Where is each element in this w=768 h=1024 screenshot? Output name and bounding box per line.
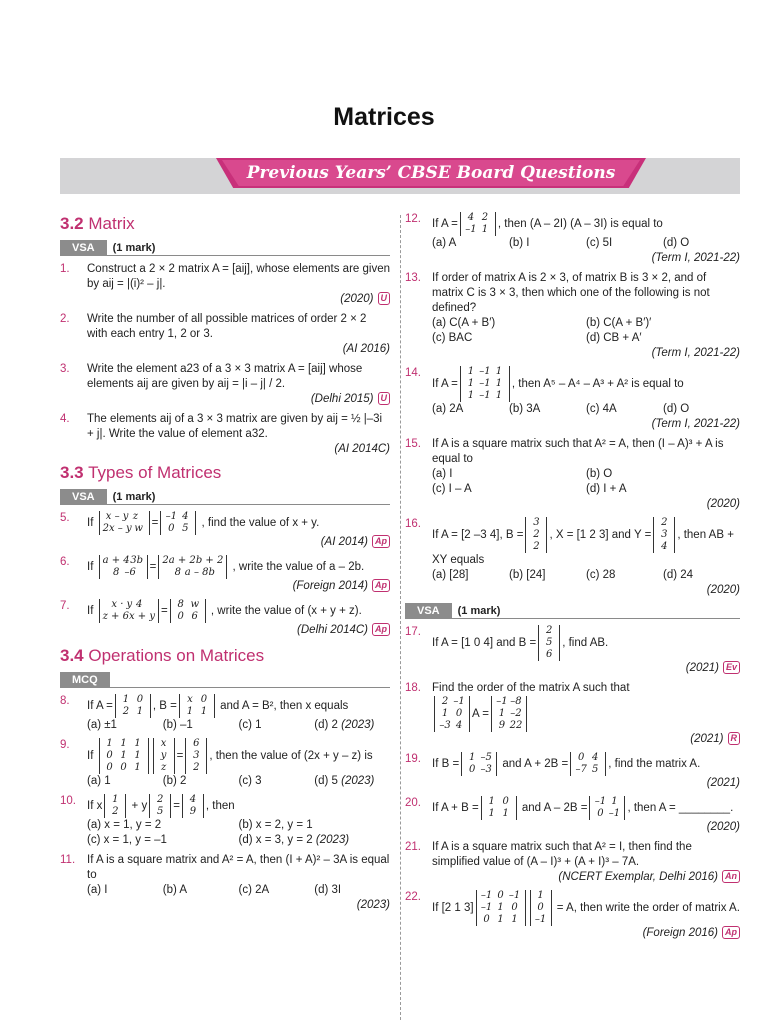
- badge-icon: R: [728, 732, 741, 745]
- matrix: 4 2 –1 1: [460, 212, 496, 236]
- question-16: 16. If A = [2 –3 4], B = 3 2 2 , X = [1 2 3] and Y = 2 3 4 , then AB + XY equals (a) [28] (b) [24] (c) 28 (d) 24 (2020): [405, 517, 740, 596]
- matrix: 1 0 –1: [530, 890, 552, 926]
- matrix: 2a + 2b + 2 8 a – 8b: [158, 555, 227, 579]
- options: (a) 1 (b) 2 (c) 3 (d) 5 (2023): [87, 775, 375, 787]
- matrix: a + 43b 8 –6: [99, 555, 148, 579]
- question-2: 2. Write the number of all possible matrices of order 2 × 2 with each entry 1, 2 or 3. (AI 2016): [60, 313, 390, 355]
- question-18: 18. Find the order of the matrix A such that 2 –1 1 0 –3 4 A = –1 –8 1 –2 9 22 (2021) R: [405, 681, 740, 747]
- matrix: x · y 4 z + 6x + y: [99, 599, 159, 623]
- options: (a) ±1 (b) –1 (c) 1 (d) 2 (2023): [87, 719, 375, 731]
- options: (a) x = 1, y = 2 (b) x = 2, y = 1 (c) x = 1, y = –1 (d) x = 3, y = 2 (2023): [87, 819, 350, 846]
- badge-icon: An: [722, 870, 740, 883]
- matrix: 1 –5 0 –3: [461, 752, 497, 776]
- badge-icon: Ap: [372, 579, 390, 592]
- matrix: 1 0 1 1: [481, 796, 517, 820]
- options: (a) 2A (b) 3A (c) 4A (d) O: [432, 403, 690, 415]
- section-heading-3-4: 3.4 Operations on Matrices: [60, 646, 265, 665]
- matrix: 1 1 1 0 1 1 0 0 1: [99, 738, 149, 774]
- matrix: x y z: [153, 738, 175, 774]
- question-5: 5. If x – y z 2x – y w = –1 4 0 5 , find the value of x + y. (AI 2014) Ap: [60, 511, 390, 550]
- question-20: 20. If A + B = 1 0 1 1 and A – 2B = –1 1 0 –1 , then A = ________. (2020): [405, 796, 740, 833]
- section-heading-3-2: 3.2 Matrix: [60, 214, 135, 233]
- options: (a) I (b) A (c) 2A (d) 3I: [87, 884, 342, 896]
- question-17: 17. If A = [1 0 4] and B = 2 5 6 , find AB. (2021) Ev: [405, 625, 740, 676]
- matrix: 2 5 6: [538, 625, 560, 661]
- question-type-row: VSA (1 mark): [405, 603, 740, 619]
- question-4: 4. The elements aij of a 3 × 3 matrix are given by aij = ½ |–3i + j|. Write the value of element a32. (AI 2014C): [60, 413, 390, 455]
- question-8: 8. If A = 1 0 2 1 , B = x 0 1 1 and A = B², then x equals (a) ±1 (b) –1 (c) 1 (d) 2 (2023): [60, 694, 390, 733]
- matrix: x 0 1 1: [179, 694, 215, 718]
- options: (a) [28] (b) [24] (c) 28 (d) 24: [432, 569, 694, 581]
- question-type-row: VSA (1 mark): [60, 240, 390, 256]
- matrix: 0 4 –7 5: [570, 752, 606, 776]
- matrix: 2 –1 1 0 –3 4: [434, 696, 470, 732]
- matrix: 2 5: [149, 794, 171, 818]
- matrix: 8 w 0 6: [170, 599, 206, 623]
- badge-icon: Ap: [722, 926, 740, 939]
- question-3: 3. Write the element a23 of a 3 × 3 matrix A = [aij] whose elements aij are given by aij = |i – j| / 2. (Delhi 2015) U: [60, 362, 390, 407]
- matrix: 1 –1 1 1 –1 1 1 –1 1: [460, 366, 510, 402]
- matrix: 3 2 2: [525, 517, 547, 553]
- matrix: –1 1 0 –1: [589, 796, 625, 820]
- question-9: 9. If 1 1 1 0 1 1 0 0 1 x y z = 6 3 2 , then the value of (2x + y – z) is (a) 1 (b) 2 (c) 3 (d) 5 (2023): [60, 738, 390, 789]
- question-12: 12. If A = 4 2 –1 1 , then (A – 2I) (A – 3I) is equal to (a) A (b) I (c) 5I (d) O (Term I, 2021-22): [405, 212, 740, 264]
- section-heading-3-3: 3.3 Types of Matrices: [60, 463, 222, 482]
- matrix: 1 0 2 1: [115, 694, 151, 718]
- question-7: 7. If x · y 4 z + 6x + y = 8 w 0 6 , write the value of (x + y + z). (Delhi 2014C) Ap: [60, 599, 390, 638]
- question-1: 1. Construct a 2 × 2 matrix A = [aij], whose elements are given by aij = |(i)² – j|. (2020) U: [60, 263, 390, 305]
- matrix: –1 4 0 5: [160, 511, 196, 535]
- matrix: 4 9: [182, 794, 204, 818]
- section-banner: [60, 158, 740, 194]
- matrix: –1 0 –1 –1 1 0 0 1 1: [476, 890, 526, 926]
- question-type-row: VSA (1 mark): [60, 489, 390, 505]
- question-22: 22. If [2 1 3] –1 0 –1 –1 1 0 0 1 1 1 0 –1 = A, then write the order of matrix A. (Foreign 2016) Ap: [405, 890, 740, 939]
- matrix: x – y z 2x – y w: [99, 511, 150, 535]
- matrix: 1 2: [104, 794, 126, 818]
- question-10: 10. If x 1 2 + y 2 5 = 4 9 , then (a) x = 1, y = 2 (b) x = 2, y = 1 (c) x = 1, y = –1 (d) x = 3, y = 2 (2023): [60, 794, 390, 848]
- question-6: 6. If a + 43b 8 –6 = 2a + 2b + 2 8 a – 8b , write the value of a – 2b. (Foreign 2014) Ap: [60, 555, 390, 594]
- question-14: 14. If A = 1 –1 1 1 –1 1 1 –1 1 , then A⁵ – A⁴ – A³ + A² is equal to (a) 2A (b) 3A (c) 4A (d) O (Term I, 2021-22): [405, 366, 740, 430]
- options: (a) A (b) I (c) 5I (d) O: [432, 237, 690, 249]
- badge-icon: Ap: [372, 535, 390, 548]
- question-13: 13. If order of matrix A is 2 × 3, of matrix B is 3 × 2, and of matrix C is 3 × 3, then which one of the following is not defined? (a) C(A + B′) (b) C(A + B′)′ (c) BAC (d) CB + A′ (Term I, 2021-22): [405, 272, 740, 359]
- question-15: 15. If A is a square matrix such that A² = A, then (I – A)³ + A is equal to (a) I (b) O (c) I – A (d) I + A (2020): [405, 438, 740, 510]
- page-title: Matrices: [333, 103, 435, 131]
- options: (a) C(A + B′) (b) C(A + B′)′ (c) BAC (d) CB + A′: [432, 317, 652, 344]
- badge-icon: Ap: [372, 623, 390, 636]
- matrix: –1 –8 1 –2 9 22: [491, 696, 527, 732]
- options: (a) I (b) O (c) I – A (d) I + A: [432, 468, 627, 495]
- question-19: 19. If B = 1 –5 0 –3 and A + 2B = 0 4 –7 5 , find the matrix A. (2021): [405, 752, 740, 789]
- left-column: [60, 212, 390, 918]
- question-11: 11. If A is a square matrix and A² = A, then (I + A)² – 3A is equal to (a) I (b) A (c) 2A (d) 3I (2023): [60, 854, 390, 911]
- column-divider: [400, 215, 401, 1020]
- badge-icon: Ev: [723, 661, 740, 674]
- question-21: 21. If A is a square matrix such that A² = I, then find the simplified value of (A – I)³ + (A + I)³ – 7A. (NCERT Exemplar, Delhi 2016) An: [405, 840, 740, 885]
- question-type-row: MCQ: [60, 672, 390, 688]
- badge-icon: U: [378, 292, 391, 305]
- right-column: [405, 212, 740, 946]
- banner-text: Previous Years’ CBSE Board Questions: [246, 163, 616, 183]
- matrix: 2 3 4: [653, 517, 675, 553]
- matrix: 6 3 2: [185, 738, 207, 774]
- badge-icon: U: [378, 392, 391, 405]
